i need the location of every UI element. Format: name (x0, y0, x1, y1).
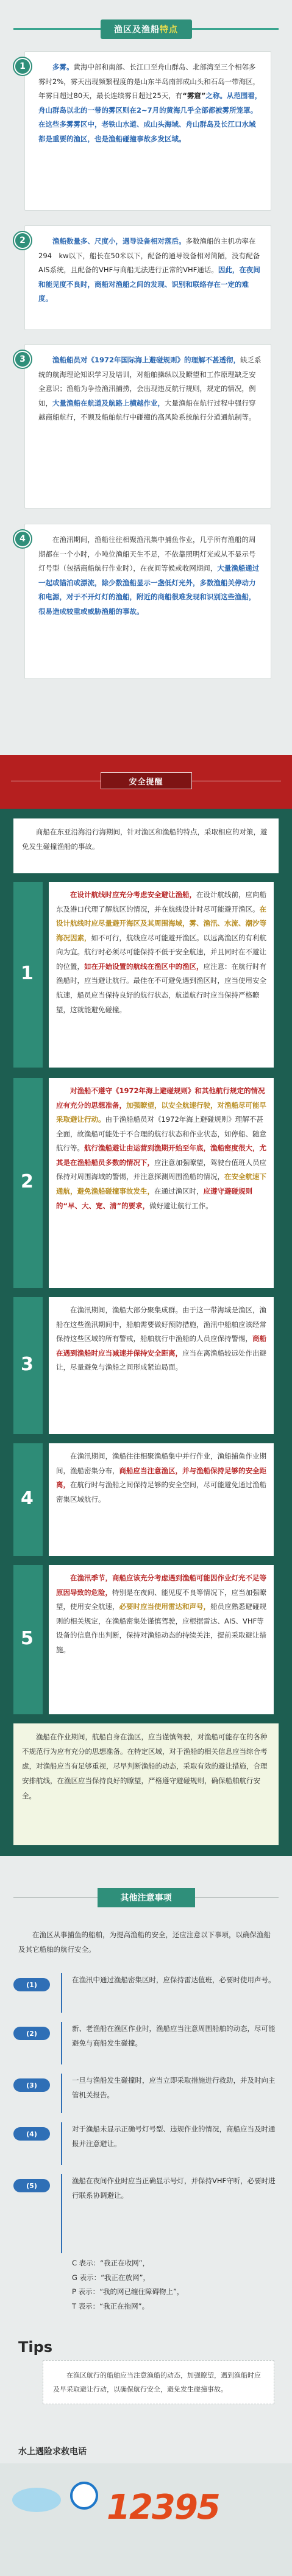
note-item (13, 2122, 279, 2165)
text-segment: 加强瞭望，以安全航速行驶，对渔船尽可能早采取避让行动。 (56, 1100, 266, 1124)
signal-item: P 表示：“我的网已缠住障碍物上”， (72, 2287, 184, 2296)
card-text (25, 524, 271, 678)
note-divider (61, 2022, 62, 2064)
notes-title: 其他注意事项 (98, 1888, 195, 1907)
safety-closing: 渔船在作业期间，航船自身在渔区，应当谨慎驾驶，对渔船可能存在的各种不规范行为应有充分的思想准备。在特定区域，对于渔船的相关信息应当综合考虑，对渔船应当有足够重视，尽早判断渔船的动态，采取有效的避让措施，合理安排航线，在渔区应当保持良好的瞭望，严格遵守避碰规则，确保船舶航行安全。 (13, 1723, 279, 1845)
note-text: 渔船在夜间作业时应当正确显示号灯，并保持VHF守听，必要时进行联系协调避让。 (72, 2177, 276, 2200)
text-segment: 之称。从范围看，舟山群岛以北的一带的雾区则在2~7月的黄海几乎全部都被雾所笼罩。在这些多雾雾区中，老铁山水道、成山头海域、舟山群岛及长江口水域都是重要的渔区，也是渔船碰撞事故多发区域。 (38, 91, 262, 143)
tips-text: 在渔区航行的船舶应当注意渔船的动态，加强瞭望，遇到渔船时应及早采取避让行动，以确保航行安全，避免发生碰撞事故。 (43, 2360, 274, 2404)
note-text: 对于渔船未显示正确号灯号型、违规作业的情况，商船应当及时通报并注意避让。 (72, 2125, 276, 2148)
text-segment: 在设计航线前，应向船东及港口代理了解航区的情况，并在航线设计时尽可能避开渔区。 (56, 890, 266, 913)
note-item (13, 1973, 279, 2013)
point-card (20, 51, 271, 211)
safety-item (13, 1297, 279, 1434)
text-segment: 航行渔船避让由运营到漁期开始至年底，渔船密度很大，尤其是在渔船船员多数的情况下， (56, 1144, 266, 1167)
note-text: 在渔汛中通过渔船密集区时，应保持雷达值班，必要时使用声号。 (72, 1976, 276, 1984)
card-number: 2 (14, 232, 31, 249)
card-number: 3 (14, 351, 31, 368)
text-segment: 在渔汛期间，渔船往往相聚渔船集中并行作业，渔船捕鱼作业期间，渔船密集分布， (56, 1452, 266, 1475)
note-text: 一旦与渔船发生碰撞时，应当立即采取措施进行救助，并及时向主管机关报告。 (72, 2076, 276, 2099)
note-tag: (4) (13, 2127, 50, 2141)
safety-item (13, 1443, 279, 1556)
note-tag: (3) (13, 2078, 50, 2092)
text-segment: 应注意加强瞭望，驾驶台值班人员应保持对周围海域的警惕，并注意探测周围渔船的情况， (56, 1158, 266, 1181)
safety-item-number: 1 (21, 962, 34, 984)
safety-title: 安全提醒 (101, 772, 192, 789)
text-segment: 多数渔船的主机功率在294 kw以下，船长在50米以下，配备的通导设备相对简陋，没有配备AIS系统，且配备的VHF与商船无法进行正常的VHF通话。 (38, 237, 260, 275)
text-segment: 大量渔船在航行过程中强行穿越商船航行，不顾及船舶航行中碰撞的高风险系统航行分道通航制等。 (38, 398, 256, 422)
text-segment: 渔船船员对《1972年国际海上避碰规则》的理解不甚透彻， (52, 356, 241, 364)
safety-item-text (49, 1565, 274, 1714)
note-divider (61, 2122, 62, 2165)
hotline-number: 12395 (107, 2488, 219, 2527)
safety-item-text (49, 882, 274, 1068)
text-segment: 在设计航线时应尽量避开海区及其周围海域，雾、渔汛、水流、潮汐等海况因素， (56, 904, 266, 942)
text-segment: 渔船数量多、尺度小，遇导设备相对落后。 (52, 237, 186, 245)
safety-item (13, 1078, 279, 1288)
safety-item (13, 1565, 279, 1714)
signal-item: T 表示：“我正在拖网”。 (72, 2301, 149, 2310)
point-card (20, 344, 271, 509)
tips (18, 2338, 274, 2436)
text-segment: 黄海中部和南部、长江口至舟山群岛、北部湾至三个相邻多雾时2%，雾天出现频繁程度的是山东半岛南部成山头和石岛一带海区，年雾日超过80天，最长连续雾日超过25天，有 (38, 63, 260, 100)
safety-header (0, 755, 292, 809)
safety-item-number: 3 (21, 1353, 34, 1375)
text-segment: 大量渔船在航道及航路上横越作业， (52, 398, 165, 407)
text-segment: 应注意：在航行时有渔船时，应当避让航行。最佳在不可避免遇到渔区时，应当使用安全航速，船员应当保持良好的航行状态，航道航行时应当保持严格瞭望，这就能避免碰撞。 (56, 962, 266, 1014)
card-text (25, 345, 271, 508)
safety-intro: 商船在东亚沿海沿行海期间，针对渔区和渔船的特点，采取相应的对策，避免发生碰撞渔船的事故。 (13, 818, 279, 873)
text-segment: 在渔汛期间，渔船大部分聚集成群。由于这一带海域是渔区，渔船在这些渔汛期间中，船舶需要做好预防措施，渔汛中船舶应该经常保持这些区域的所有警戒，船舶航行中渔船的人员应保持警惕， (56, 1306, 266, 1343)
section1-title-main: 渔区及渔船 (114, 25, 160, 35)
note-divider (61, 1973, 62, 2013)
safety-item-number: 5 (21, 1627, 34, 1649)
notes-intro: 在渔区从事捕鱼的船舶，为提高渔船的安全，还应注意以下事项，以确保渔船及其它船舶的航行安全。 (18, 1930, 271, 1954)
notes-header (0, 1876, 292, 1920)
safety-item-text (49, 1078, 274, 1288)
safety-item-number: 2 (21, 1170, 34, 1192)
text-segment: 在渔汛期间，渔船往往相聚渔汛集中捕鱼作业，几乎所有渔船的周期都在一个小时，小吨位渔船天生不足，不依靠照明灯光或从不显示号灯号型（包括商船航行作业时），在夜间等候或收网期间， (38, 535, 256, 573)
text-segment: 在安全航速下通航，避免渔船碰撞事故发生， (56, 1172, 266, 1195)
footer-title: 水上遇险求救电话 (18, 2447, 87, 2457)
lifebuoy-icon (70, 2482, 98, 2510)
signal-list (72, 2256, 273, 2314)
note-text: 新、老渔船在渔区作业时，渔船应当注意周围船舶的动态，尽可能避免与商船发生碰撞。 (72, 2024, 276, 2047)
safety-item (13, 882, 279, 1068)
text-segment: 在航行时与渔船之间保持足够的安全空间，尽可能避免通过渔船密集区域航行。 (56, 1480, 266, 1504)
signal-item: G 表示：“我正在放网”， (72, 2273, 150, 2282)
card-number: 1 (14, 58, 31, 75)
section1-header (0, 6, 292, 51)
text-segment: 船员应熟悉避碰规则的相关规定，在渔船密集处谨慎驾驶，应根据雷达、AIS、VHF等设备的信息作出判断，保持对渔船动态的持续关注，提前采取避让措施。 (56, 1602, 266, 1654)
text-segment: 商船应当注意渔区，并与渔船保持足够的安全距离， (56, 1466, 266, 1490)
text-segment: 如不可行，航线应尽可能避开渔区。以远离渔区的有利航向为宜。航行时必须尽可能保持不低于安全航速，并且同时在不避让的位置， (56, 933, 266, 971)
text-segment: 如在开始设置的航线在渔区中的渔区， (84, 962, 204, 971)
section1-title (101, 19, 192, 39)
note-item (13, 2074, 279, 2113)
text-segment: 对于不开灯灯的渔船，附近的商船很难发现和识别这些渔船，很易造成较重或威胁渔船的事故。 (38, 593, 256, 616)
safety-item-text (49, 1297, 274, 1434)
section1-title-accent: 特点 (160, 25, 178, 35)
text-segment: 应遵守避碰规则的“早、大、宽、清”的要求， (56, 1186, 252, 1210)
text-segment: 在渔汛季节，商船应该充分考虑遇到渔船可能因作业灯光不足等原因导致的危险， (56, 1574, 266, 1597)
text-segment: 做好避让航行工作。 (149, 1201, 213, 1210)
text-segment: 对渔船不遵守《1972年海上避碰规则》和其他航行规定的情况应有充分的思想准备， (56, 1086, 265, 1110)
text-segment: 在通过渔区时， (154, 1186, 204, 1195)
note-item (13, 2174, 279, 2253)
note-tag: (1) (13, 1978, 50, 1991)
safety-item-number: 4 (21, 1487, 34, 1509)
text-segment: 由于渔船船员对《1972年海上避碰规则》理解不甚全面，故渔船可能处于不合理的航行状态和作业状态，如停船、随意航行等。 (56, 1115, 266, 1153)
footer-panel (0, 2463, 292, 2576)
signal-item: C 表示：“我正在收网”， (72, 2259, 150, 2267)
card-text (25, 52, 271, 210)
text-segment: “雾窟” (182, 91, 206, 100)
text-segment: 商船在遇到渔船时应当减速并保持安全距离， (56, 1334, 266, 1357)
note-divider (61, 2174, 62, 2253)
note-tag: (5) (13, 2179, 50, 2192)
note-divider (61, 2074, 62, 2113)
text-segment: 多雾。 (52, 63, 74, 71)
note-item (13, 2022, 279, 2064)
tips-title: Tips (18, 2338, 53, 2356)
point-card (20, 225, 271, 330)
point-card (20, 524, 271, 679)
text-segment: 大量渔船通过一起或锚泊或漂流，除少数渔船显示一盏低灯光外，多数渔船关停动力和电源， (38, 564, 260, 602)
text-segment: 必要时应当使用雷达和声号， (119, 1602, 210, 1611)
note-tag: (2) (13, 2027, 50, 2040)
text-segment: 缺乏系统的航海理论知识学习及培训，对船舶操纵以及瞭望和工作原理缺乏安全意识；渔船为争捡渔汛捕捞，会出现违反航行规则，规定的情况，例如， (38, 356, 262, 407)
safety-item-text (49, 1443, 274, 1556)
card-number: 4 (14, 530, 31, 547)
card-text (25, 226, 271, 329)
text-segment: 应当在离渔船较远处作出避让，尽量避免与渔船之间形成紧迫局面。 (56, 1348, 266, 1372)
text-segment: 特别是在夜间、能见度不良等情况下，应当加强瞭望，使用安全航速， (56, 1588, 266, 1611)
wave-icon (12, 2488, 61, 2512)
text-segment: 在设计航线时应充分考虑安全避让渔船， (70, 890, 196, 899)
text-segment: 因此，在夜间和能见度不良时，商船对渔船之间的发现、识别和联络存在一定的难度。 (38, 266, 260, 303)
